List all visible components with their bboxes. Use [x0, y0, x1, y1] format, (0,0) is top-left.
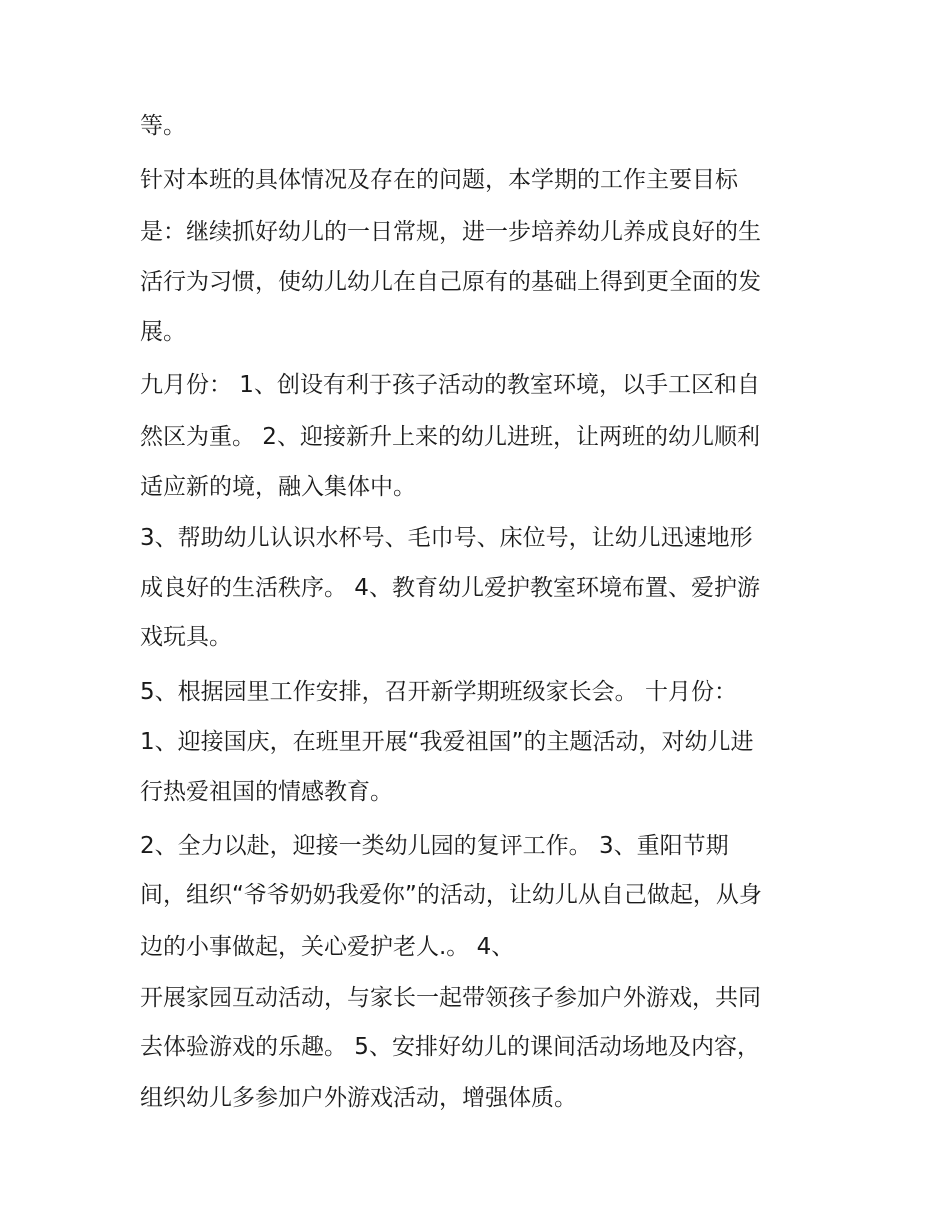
text-line: 边的小事做起，关心爱护老人.。 4、 [140, 934, 515, 960]
text-line: 间，组织“爷爷奶奶我爱你”的活动，让幼儿从自己做起，从身 [140, 882, 762, 908]
text-line: 开展家园互动活动，与家长一起带领孩子参加户外游戏，共同 [140, 985, 761, 1011]
text-line: 去体验游戏的乐趣。 5、安排好幼儿的课间活动场地及内容， [140, 1034, 760, 1060]
text-line: 活行为习惯，使幼儿幼儿在自己原有的基础上得到更全面的发 [140, 269, 761, 295]
text-line: 展。 [140, 319, 186, 345]
text-line: 组织幼儿多参加户外游戏活动，增强体质。 [140, 1085, 577, 1111]
text-line: 3、帮助幼儿认识水杯号、毛巾号、床位号，让幼儿迅速地形 [140, 525, 753, 551]
text-line: 针对本班的具体情况及存在的问题，本学期的工作主要目标 [140, 167, 738, 193]
text-line: 1、迎接国庆，在班里开展“我爱祖国”的主题活动，对幼儿进 [140, 729, 754, 755]
text-line: 行热爱祖国的情感教育。 [140, 779, 393, 805]
text-line: 是：继续抓好幼儿的一日常规，进一步培养幼儿养成良好的生 [140, 219, 761, 245]
text-line: 然区为重。 2、迎接新升上来的幼儿进班，让两班的幼儿顺利 [140, 424, 760, 450]
text-line: 等。 [140, 113, 186, 139]
text-line: 成良好的生活秩序。 4、教育幼儿爱护教室环境布置、爱护游 [140, 575, 760, 601]
text-line: 适应新的境，融入集体中。 [140, 474, 416, 500]
text-line: 5、根据园里工作安排，召开新学期班级家长会。 十月份： [140, 679, 737, 705]
text-line: 2、全力以赴，迎接一类幼儿园的复评工作。 3、重阳节期 [140, 833, 729, 859]
text-line: 戏玩具。 [140, 624, 232, 650]
text-line: 九月份： 1、创设有利于孩子活动的教室环境，以手工区和自 [140, 372, 760, 398]
